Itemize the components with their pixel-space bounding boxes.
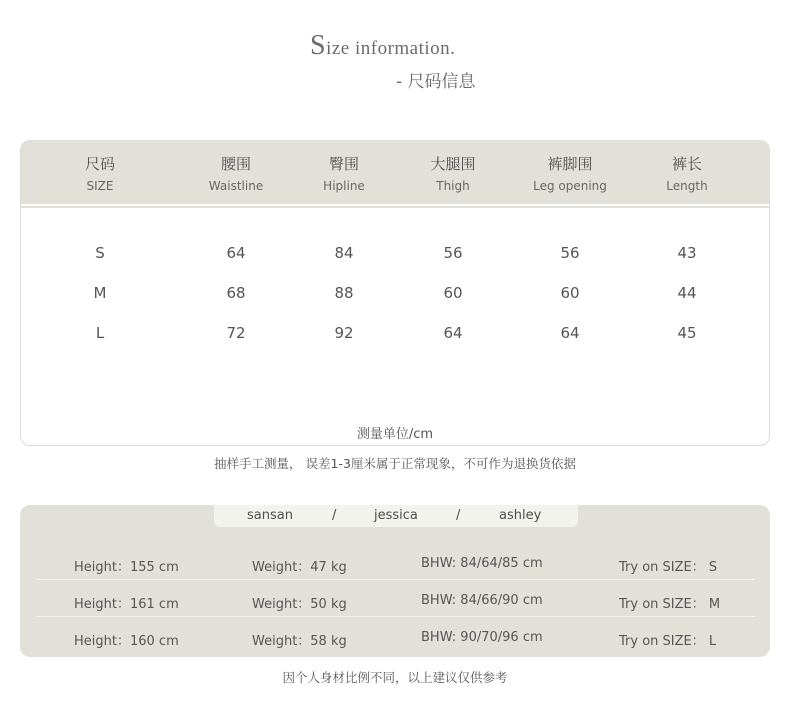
model-height: Height：155 cm: [74, 560, 179, 575]
tab-jessica[interactable]: jessica: [374, 508, 418, 523]
row-divider: [36, 579, 755, 580]
model-try-size: Try on SIZE： M: [619, 597, 721, 612]
table-cell: 60: [560, 284, 580, 302]
tab-ashley[interactable]: ashley: [499, 508, 542, 523]
model-bhw: BHW: 90/70/96 cm: [421, 630, 543, 645]
table-cell: S: [95, 244, 105, 262]
model-weight: Weight：50 kg: [252, 597, 347, 612]
model-row: [36, 544, 755, 580]
unit-label: 测量单位/cm: [356, 427, 434, 442]
tab-separator: /: [332, 508, 337, 523]
col-length-en: Length: [666, 179, 708, 193]
model-weight: Weight：47 kg: [252, 560, 347, 575]
col-thigh-cn: 大腿围: [430, 155, 476, 173]
col-hip-cn: 臀围: [328, 155, 360, 173]
model-row: [36, 581, 755, 617]
row-divider: [36, 616, 755, 617]
table-cell: 92: [334, 324, 354, 342]
model-bhw: BHW: 84/64/85 cm: [421, 556, 543, 571]
table-cell: 68: [226, 284, 246, 302]
measurement-note: 抽样手工测量， 误差1-3厘米属于正常现象，不可作为退换货依据: [214, 456, 576, 471]
page-subtitle: - 尺码信息: [396, 72, 476, 92]
model-height: Height：160 cm: [74, 634, 179, 649]
col-leg-en: Leg opening: [533, 179, 607, 193]
table-cell: 60: [443, 284, 463, 302]
col-size-cn: 尺码: [84, 155, 116, 173]
model-bhw: BHW: 84/66/90 cm: [421, 593, 543, 608]
col-length-cn: 裤长: [671, 155, 703, 173]
col-size-en: SIZE: [86, 179, 114, 193]
size-table-header: [21, 141, 769, 204]
table-cell: 45: [677, 324, 697, 342]
table-cell: L: [95, 324, 105, 342]
model-try-size: Try on SIZE： S: [619, 560, 718, 575]
table-cell: 64: [560, 324, 580, 342]
model-info-card: [20, 505, 770, 657]
table-cell: 56: [443, 244, 463, 262]
tab-separator: /: [456, 508, 461, 523]
col-thigh-en: Thigh: [436, 179, 470, 193]
header-divider: [21, 206, 769, 208]
col-leg-cn: 裤脚围: [547, 155, 593, 173]
tab-sansan[interactable]: sansan: [247, 508, 293, 523]
table-cell: 88: [334, 284, 354, 302]
model-row: [36, 618, 755, 654]
size-table-card: [20, 140, 770, 446]
table-cell: 64: [443, 324, 463, 342]
title-initial: S: [310, 30, 327, 61]
table-cell: 44: [677, 284, 697, 302]
col-waist-en: Waistline: [208, 179, 264, 193]
model-height: Height：161 cm: [74, 597, 179, 612]
col-hip-en: Hipline: [323, 179, 365, 193]
table-cell: 84: [334, 244, 354, 262]
table-cell: 64: [226, 244, 246, 262]
table-cell: 72: [226, 324, 246, 342]
table-cell: 56: [560, 244, 580, 262]
col-waist-cn: 腰围: [220, 155, 252, 173]
table-cell: 43: [677, 244, 697, 262]
body-ratio-note: 因个人身材比例不同，以上建议仅供参考: [282, 670, 508, 685]
page-title: [310, 30, 455, 62]
model-weight: Weight：58 kg: [252, 634, 347, 649]
title-rest: ize information.: [326, 38, 456, 59]
model-try-size: Try on SIZE： L: [619, 634, 717, 649]
table-cell: M: [93, 284, 107, 302]
model-name-tabs: [214, 505, 578, 527]
